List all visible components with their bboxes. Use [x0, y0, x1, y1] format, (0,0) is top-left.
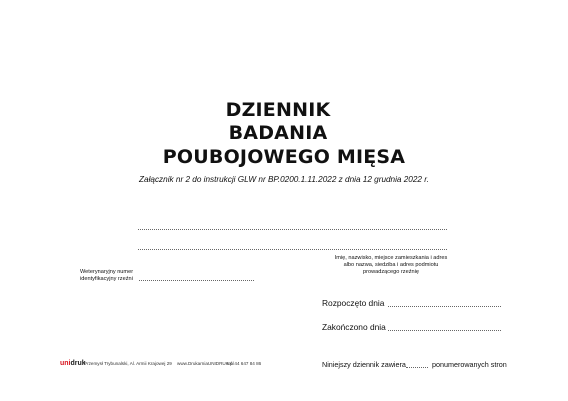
finished-date-field[interactable] — [388, 330, 501, 331]
started-date-field[interactable] — [388, 306, 501, 307]
pages-count-prefix: Niniejszy dziennik zawiera — [322, 360, 406, 369]
title-line-2: BADANIA — [228, 122, 328, 144]
footer-phone: tel. 44 647 84 86 — [227, 361, 262, 366]
logo-druk-text: druk — [70, 360, 86, 367]
subtitle-annex-reference: Załącznik nr 2 do instrukcji GLW nr BP.0200.1.11.2022 z dnia 12 grudnia 2022 r. — [139, 175, 429, 184]
pages-count-suffix: ponumerowanych stron — [432, 360, 507, 369]
unidruk-logo — [60, 360, 86, 368]
owner-caption: Imię, nazwisko, miejsce zamieszkania i adres albo nazwa, siedziba i adres podmiotu prowadzącego rzeźnię — [334, 255, 448, 275]
started-label: Rozpoczęto dnia — [322, 298, 385, 308]
logo-uni-text: uni — [60, 360, 71, 367]
title-line-3: POUBOJOWEGO MIĘSA — [162, 146, 406, 168]
vet-id-fill-line[interactable] — [139, 280, 254, 281]
owner-fill-line-2[interactable] — [138, 249, 447, 250]
footer-address: Przemysł Trybunalski, Al. Armii Krajowej 29 — [84, 361, 172, 366]
owner-fill-line-1[interactable] — [138, 229, 447, 230]
pages-count-field[interactable] — [406, 367, 428, 368]
title-line-1: DZIENNIK — [225, 99, 331, 121]
footer-website: www.DrukarniaUNIDRUK.pl — [177, 361, 234, 366]
vet-id-caption: Weterynaryjny numer identyfikacyjny rzeźni — [80, 269, 134, 282]
finished-label: Zakończono dnia — [322, 322, 386, 332]
